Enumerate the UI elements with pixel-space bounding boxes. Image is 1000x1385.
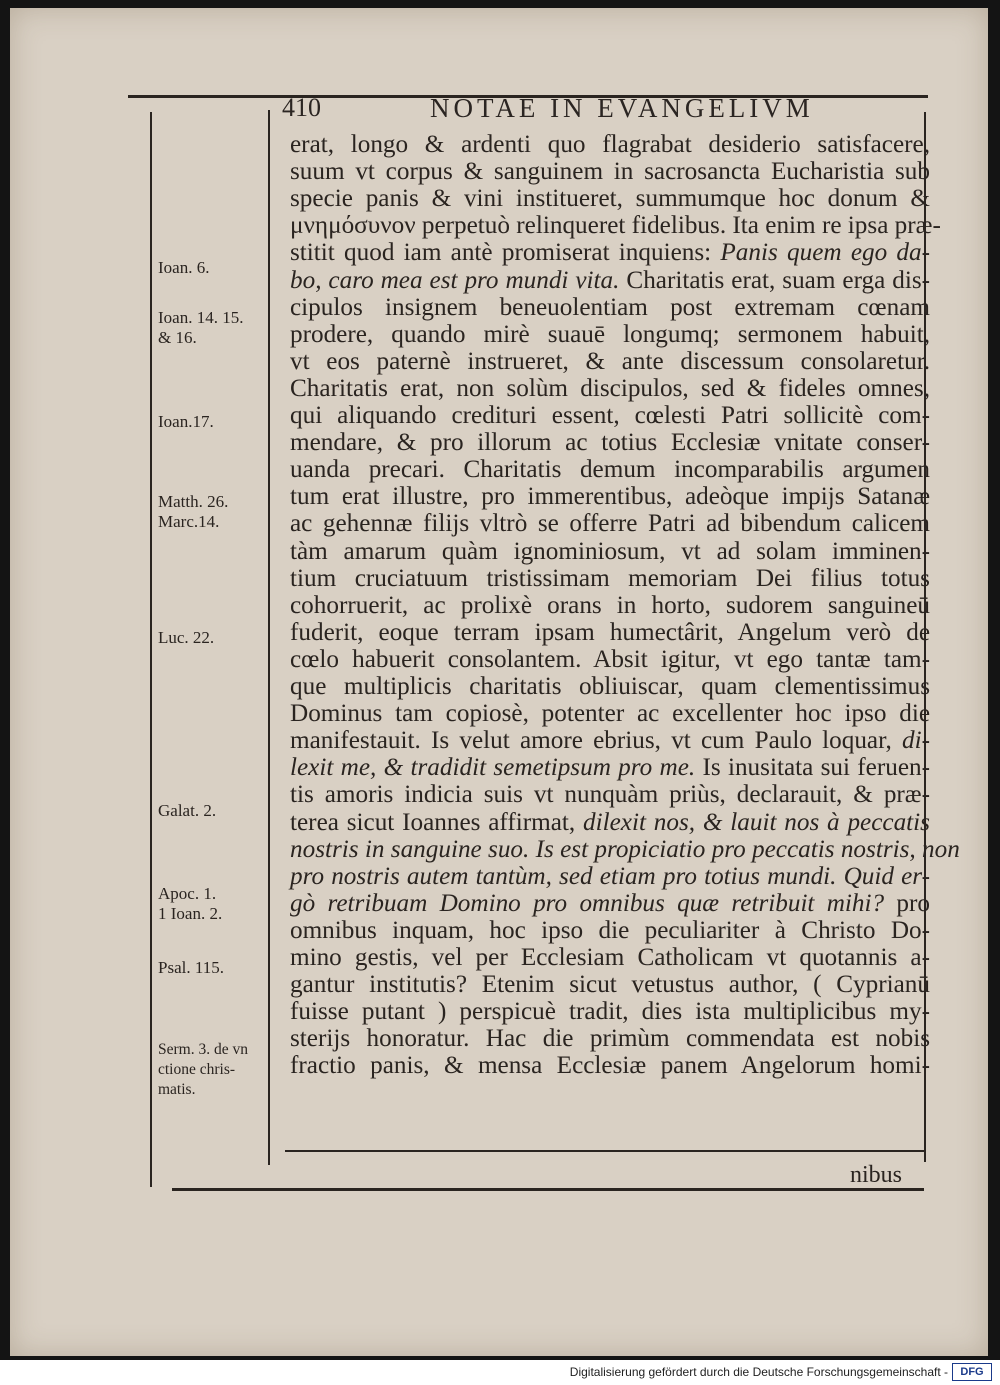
text-span: stitit quod iam antè promiserat inquiens:	[290, 239, 721, 267]
italic-quote: bo, caro mea est pro mundi vita.	[290, 266, 620, 294]
text-span: manifestauit. Is velut amore ebrius, vt cum Paulo loquar,	[290, 727, 903, 755]
italic-quote: di-	[902, 727, 930, 755]
text-line	[290, 322, 930, 347]
text-span: gantur institutis? Etenim sicut vetustus author, ( Cyprianū	[290, 971, 930, 999]
text-span: vt eos paternè instrueret, & ante discessum consolaretur.	[290, 347, 930, 375]
text-line	[290, 620, 930, 645]
text-line	[290, 1026, 930, 1051]
text-line	[290, 159, 930, 184]
text-line	[290, 539, 930, 564]
text-line	[290, 132, 930, 157]
margin-note: Galat. 2.	[158, 801, 217, 820]
funding-notice: Digitalisierung gefördert durch die Deutsche Forschungsgemeinschaft -	[569, 1365, 948, 1379]
text-line	[290, 403, 930, 428]
margin-note: Ioan. 6.	[158, 258, 210, 277]
text-span: mendare, & pro illorum ac totius Ecclesiæ vnitate conser-	[290, 429, 930, 457]
footer-rule-bottom	[172, 1188, 924, 1191]
text-line	[290, 918, 930, 943]
text-span: omnibus inquam, hoc ipso die peculiariter à Christo Do-	[290, 916, 930, 944]
text-line	[290, 972, 930, 997]
text-line	[290, 782, 930, 807]
text-line	[290, 1053, 930, 1078]
text-line	[290, 349, 930, 374]
text-span: cœlo habuerit consolantem. Absit igitur, vt ego tantæ tam-	[290, 645, 930, 673]
margin-note: Ioan.17.	[158, 412, 214, 431]
margin-note: Apoc. 1. 1 Ioan. 2.	[158, 884, 223, 923]
margin-note: Matth. 26. Marc.14.	[158, 492, 229, 531]
italic-quote: dilexit nos, & lauit nos à peccatis	[583, 808, 930, 836]
text-line	[290, 835, 960, 863]
text-line	[290, 484, 930, 509]
text-line	[290, 999, 930, 1024]
text-span: uanda precari. Charitatis demum incomparabilis argumen	[290, 456, 930, 484]
text-span: cipulos insignem beneuolentiam post extremam cœnam	[290, 293, 930, 321]
text-span: sterijs honoratur. Hac die primùm commendata est nobis	[290, 1025, 930, 1053]
italic-quote: Panis quem ego da-	[720, 239, 931, 267]
text-line	[290, 430, 930, 455]
text-span: suum vt corpus & sanguinem in sacrosancta Eucharistia sub	[290, 158, 930, 186]
text-span: cohorruerit, ac prolixè orans in horto, sudorem sanguineū	[290, 591, 930, 619]
digitization-footer	[0, 1360, 1000, 1385]
catchword: nibus	[850, 1162, 903, 1188]
text-span: Charitatis erat, non solùm discipulos, sed & fideles omnes,	[290, 374, 930, 402]
text-line	[290, 728, 930, 753]
italic-quote: pro nostris autem tantùm, sed etiam pro totius mundi. Quid er-	[290, 862, 930, 890]
dfg-logo: DFG	[952, 1363, 992, 1381]
text-line	[290, 376, 930, 401]
text-span: Dominus tam copiosè, potenter ac excellenter hoc ipso die	[290, 700, 930, 728]
margin-note: Ioan. 14. 15. & 16.	[158, 308, 244, 347]
text-span: qui aliquando credituri essent, cœlesti Patri sollicitè com-	[290, 402, 930, 429]
frame-rule-left	[150, 112, 152, 1187]
text-line	[290, 701, 930, 726]
text-span: pro	[884, 889, 931, 917]
text-span: Is inusitata sui feruen-	[695, 754, 930, 782]
text-line	[290, 755, 930, 780]
text-line	[290, 212, 941, 240]
text-span: tum erat illustre, pro immerentibus, adeòque impijs Satanæ	[290, 483, 930, 511]
text-span: prodere, quando mirè suauē longumq; sermonem habuit,	[290, 320, 930, 348]
text-span: specie panis & vini institueret, summumque hoc donum &	[290, 185, 930, 213]
text-line	[290, 891, 930, 916]
text-line	[290, 945, 930, 970]
text-span: fractio panis, & mensa Ecclesiæ panem Angelorum homi-	[290, 1052, 930, 1080]
text-line	[290, 864, 930, 889]
text-line	[290, 593, 930, 618]
text-span: Charitatis erat, suam erga dis-	[619, 266, 931, 294]
text-line	[290, 295, 930, 320]
text-span: tàm amarum quàm ignominiosum, vt ad solam imminen-	[290, 537, 930, 565]
text-span: terea sicut Ioannes affirmat,	[290, 808, 584, 836]
text-span: mino gestis, vel per Ecclesiam Catholicam vt quotannis a-	[290, 944, 930, 971]
text-span: tium cruciatuum tristissimam memoriam Dei filius totus	[290, 564, 930, 592]
text-span: fuderit, eoque terram ipsam humectârit, Angelum verò de	[290, 618, 930, 646]
running-title: NOTAE IN EVANGELIVM	[430, 93, 814, 123]
margin-note: Luc. 22.	[158, 628, 215, 647]
text-line	[290, 674, 930, 699]
italic-quote: gò retribuam Domino pro omnibus quæ retribuit mihi?	[290, 889, 885, 917]
text-bottom-rule	[285, 1150, 925, 1152]
frame-rule-text-left	[268, 110, 270, 1165]
text-span: que multiplicis charitatis obliuiscar, quam clementissimus	[290, 673, 930, 700]
text-line	[290, 186, 930, 211]
text-line	[290, 240, 930, 265]
text-line	[290, 566, 930, 591]
text-span: erat, longo & ardenti quo flagrabat desiderio satisfacere,	[290, 131, 930, 158]
italic-quote: lexit me, & tradidit semetipsum pro me.	[290, 754, 696, 782]
text-span: fuisse putant ) perspicuè tradit, dies ista multiplicibus my-	[290, 998, 930, 1026]
text-line	[290, 457, 930, 482]
text-span: μνημόσυνον perpetuò relinqueret fidelibus. Ita enim re ipsa præ-	[290, 212, 941, 240]
italic-quote: nostris in sanguine suo. Is est propiciatio pro peccatis nostris, non	[290, 835, 960, 863]
text-line	[290, 268, 930, 293]
margin-note: Serm. 3. de vn ctione chris- matis.	[158, 1041, 248, 1098]
text-line	[290, 647, 930, 672]
text-span: tis amoris indicia suis vt nunquàm priùs, declarauit, & præ-	[290, 781, 930, 809]
page-number: 410	[282, 93, 321, 122]
text-line	[290, 810, 930, 835]
text-line	[290, 511, 930, 536]
text-span: ac gehennæ filijs vltrò se offerre Patri ad bibendum calicem	[290, 510, 930, 538]
margin-note: Psal. 115.	[158, 958, 224, 977]
